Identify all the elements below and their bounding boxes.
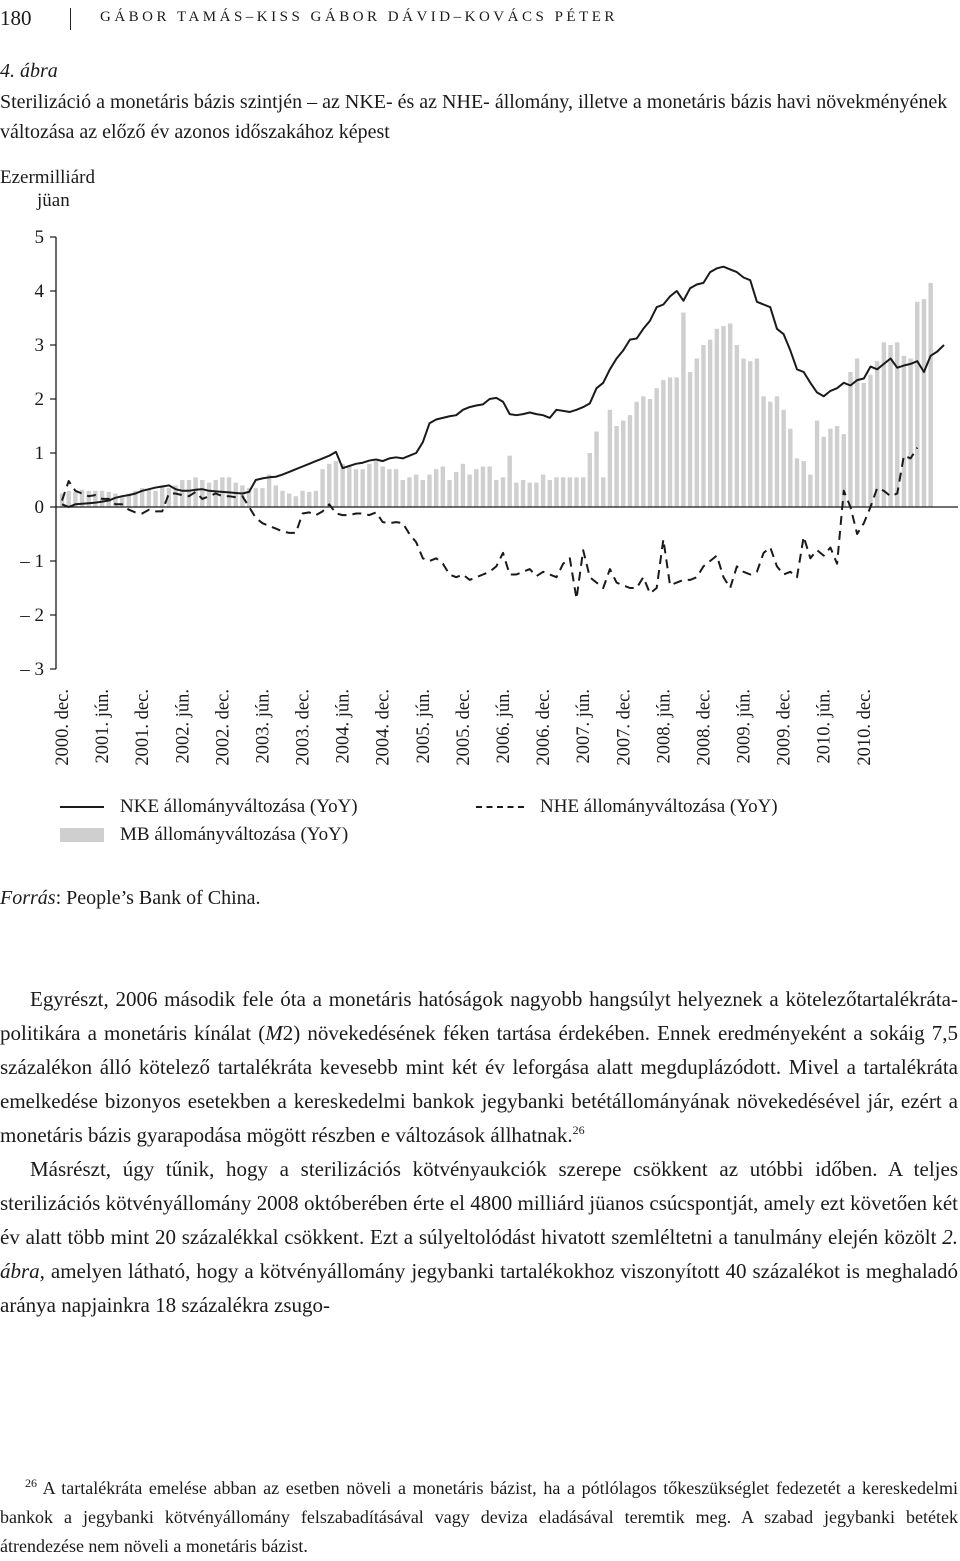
y-tick-label: 5	[34, 227, 44, 248]
y-tick-label: – 3	[20, 659, 44, 680]
legend-swatch-bar	[60, 828, 104, 842]
figure-label: 4. ábra	[0, 60, 58, 82]
mb-bar	[153, 491, 157, 507]
mb-bar	[661, 380, 665, 507]
mb-bar	[521, 480, 525, 507]
legend-label-mb: MB állományváltozása (YoY)	[120, 824, 349, 845]
mb-bar	[234, 483, 238, 507]
mb-bar	[200, 480, 204, 507]
y-axis-unit-line2: jüan	[37, 190, 70, 211]
footnote-mark: 26	[25, 1476, 37, 1490]
mb-bar	[715, 329, 719, 507]
x-tick-label: 2003. dec.	[293, 689, 314, 766]
x-tick-label: 2000. dec.	[53, 689, 73, 766]
mb-bar	[875, 361, 879, 507]
mb-bar	[775, 396, 779, 507]
source-text: : People’s Bank of China.	[55, 887, 261, 909]
mb-bar	[628, 415, 632, 507]
y-tick-label: 1	[34, 443, 44, 464]
mb-bar	[548, 480, 552, 507]
mb-bar	[507, 456, 511, 507]
mb-bar	[394, 469, 398, 507]
x-tick-label: 2006. dec.	[534, 689, 555, 766]
mb-bar	[267, 475, 271, 507]
mb-bar	[434, 469, 438, 507]
x-tick-label: 2003. jún.	[253, 689, 274, 764]
mb-bar	[160, 485, 164, 507]
mb-bar	[795, 458, 799, 507]
paragraph-1-text-b: 2) növekedésének féken tartása érdekében. Ennek eredményeként a sokáig 7,5 százalékon álló kötelező tartalékráta kevesebb mint két év leforgása alatt megduplázódott. Mivel a tartalékráta emelkedése bizonyos esetekben a kereskedelmi bankok jegybanki betétállományának növekedésével jár, ezért a monetáris bázis gyarapodása mögött részben e változások állhatnak.	[0, 1021, 959, 1147]
paragraph-2-figure-ref: 2. ábra,	[0, 1225, 958, 1283]
mb-bar	[93, 491, 97, 507]
mb-bar	[822, 437, 826, 507]
mb-bar	[561, 477, 565, 507]
mb-bar	[708, 340, 712, 507]
legend-item-mb	[60, 824, 348, 846]
paragraph-2	[0, 1152, 958, 1322]
mb-bar	[915, 302, 919, 507]
y-tick-label: 0	[34, 497, 44, 518]
mb-bar	[254, 488, 258, 507]
mb-bar	[300, 491, 304, 507]
mb-bar	[474, 469, 478, 507]
mb-bar	[66, 491, 70, 507]
page-number: 180	[0, 6, 32, 30]
mb-bar	[828, 429, 832, 507]
mb-bar	[360, 469, 364, 507]
mb-bar	[681, 313, 685, 507]
mb-bar	[695, 359, 699, 508]
legend-item-nhe	[476, 796, 778, 818]
x-tick-label: 2001. jún.	[93, 689, 114, 764]
mb-bar	[320, 469, 324, 507]
mb-bar	[588, 453, 592, 507]
paragraph-1	[0, 982, 958, 1152]
x-tick-label: 2007. dec.	[614, 689, 635, 766]
mb-bar	[327, 464, 331, 507]
mb-bar	[314, 491, 318, 507]
mb-bar	[147, 490, 151, 507]
figure-source	[0, 887, 261, 910]
mb-bar	[494, 480, 498, 507]
mb-bar	[654, 388, 658, 507]
mb-bar	[514, 483, 518, 507]
mb-bar	[407, 477, 411, 507]
mb-bar	[287, 494, 291, 508]
y-tick-label: – 2	[20, 605, 44, 626]
mb-bar	[755, 359, 759, 508]
x-tick-label: 2008. dec.	[694, 689, 715, 766]
x-tick-label: 2002. jún.	[173, 689, 194, 764]
mb-bar	[668, 377, 672, 507]
mb-bar	[815, 421, 819, 507]
y-tick-label: 2	[34, 389, 44, 410]
running-header-authors: GÁBOR TAMÁS–KISS GÁBOR DÁVID–KOVÁCS PÉTER	[100, 9, 618, 25]
mb-bar	[554, 477, 558, 507]
mb-bar	[487, 467, 491, 508]
x-tick-label: 2006. jún.	[494, 689, 514, 764]
mb-bar	[594, 431, 598, 507]
mb-bar	[87, 491, 91, 507]
mb-bar	[761, 396, 765, 507]
y-tick-label: 4	[34, 281, 44, 302]
x-tick-label: 2007. jún.	[574, 689, 595, 764]
mb-bar	[614, 426, 618, 507]
mb-bar	[788, 429, 792, 507]
x-tick-label: 2010. dec.	[854, 689, 875, 766]
y-tick-label: – 1	[20, 551, 44, 572]
mb-bar	[568, 477, 572, 507]
x-tick-label: 2009. dec.	[774, 689, 795, 766]
mb-bar	[634, 402, 638, 507]
mb-bar	[608, 410, 612, 507]
mb-bar	[601, 477, 605, 507]
x-tick-label: 2009. jún.	[734, 689, 755, 764]
mb-bar	[501, 477, 505, 507]
mb-bar	[922, 299, 926, 507]
mb-bar	[675, 377, 679, 507]
y-axis-unit	[0, 166, 95, 212]
mb-bar	[534, 483, 538, 507]
mb-bar	[481, 467, 485, 508]
legend-item-nke	[60, 796, 358, 818]
figure-title: Sterilizáció a monetáris bázis szintjén – az NKE- és az NHE- állomány, illetve a monetáris bázis havi növekményének változása az előző év azonos időszakához képest	[0, 91, 948, 143]
mb-bar	[260, 488, 264, 507]
mb-bar	[748, 361, 752, 507]
mb-bar	[541, 475, 545, 507]
mb-bar	[868, 375, 872, 507]
mb-bar	[294, 496, 298, 507]
footnote-text: A tartalékráta emelése abban az esetben növeli a monetáris bázist, ha a pótlólagos tőkeszükséglet fedezetét a kereskedelmi bankok a jegybanki kötvényállomány felszabadításával vagy deviza eladásával teremtik meg. A szabad jegybanki betétek átrendezése nem növeli a monetáris bázist.	[0, 1478, 958, 1556]
x-tick-label: 2004. dec.	[373, 689, 394, 766]
mb-bar	[414, 475, 418, 507]
legend-label-nke: NKE állományváltozása (YoY)	[120, 796, 358, 817]
mb-bar	[574, 477, 578, 507]
mb-bar	[741, 359, 745, 508]
mb-bar	[401, 480, 405, 507]
mb-bar	[581, 477, 585, 507]
mb-bar	[768, 402, 772, 507]
mb-bar	[928, 283, 932, 507]
mb-bar	[721, 326, 725, 507]
legend-swatch-solid	[60, 806, 104, 808]
x-tick-label: 2005. jún.	[413, 689, 434, 764]
mb-bar	[454, 472, 458, 507]
mb-bar	[882, 342, 886, 507]
line-bar-chart	[0, 225, 960, 785]
x-tick-label: 2010. jún.	[814, 689, 835, 764]
source-label: Forrás	[0, 887, 56, 909]
mb-bar	[381, 467, 385, 508]
mb-bar	[908, 359, 912, 508]
mb-bar	[461, 464, 465, 507]
chart-legend	[60, 796, 960, 856]
mb-bar	[427, 475, 431, 507]
mb-bar	[688, 372, 692, 507]
legend-swatch-dashed	[476, 806, 524, 808]
footnote-paragraph	[0, 1474, 958, 1561]
mb-bar	[862, 383, 866, 507]
footnote-ref-26: 26	[572, 1123, 585, 1137]
mb-bar	[374, 461, 378, 507]
mb-bar	[621, 421, 625, 507]
mb-bar	[902, 356, 906, 507]
paragraph-2-text-a: Másrészt, úgy tűnik, hogy a sterilizációs kötvényaukciók szerepe csökkent az utóbbi időben. A teljes sterilizációs kötvényállomány 2008 októberében érte el 4800 milliárd jüanos csúcspontját, amely ezt követően két év alatt több mint 20 százalékkal csökkent. Ezt a súlyeltolódást hivatott szemléltetni a tanulmány elején közölt	[0, 1157, 958, 1249]
mb-bar	[801, 461, 805, 507]
mb-bar	[781, 410, 785, 507]
x-tick-label: 2001. dec.	[133, 689, 154, 766]
paragraph-1-italic-m: M	[265, 1021, 283, 1045]
mb-bar	[808, 475, 812, 507]
mb-bar	[728, 323, 732, 507]
mb-bar	[648, 399, 652, 507]
mb-bar	[701, 345, 705, 507]
mb-bar	[180, 480, 184, 507]
mb-bar	[354, 469, 358, 507]
mb-bar	[735, 345, 739, 507]
body-text	[0, 982, 958, 1322]
mb-bar	[367, 464, 371, 507]
mb-bar	[447, 480, 451, 507]
mb-bar	[641, 396, 645, 507]
mb-bar	[848, 372, 852, 507]
paragraph-2-text-b: amelyen látható, hogy a kötvényállomány jegybanki tartalékokhoz viszonyított 40 százalékot is meghaladó aránya napjainkra 18 százalékra zsugo-	[0, 1259, 958, 1317]
mb-bar	[340, 464, 344, 507]
x-tick-label: 2005. dec.	[453, 689, 474, 766]
legend-label-nhe: NHE állományváltozása (YoY)	[540, 796, 778, 817]
mb-bar	[888, 345, 892, 507]
x-tick-label: 2004. jún.	[333, 689, 354, 764]
mb-bar	[280, 491, 284, 507]
header-divider	[70, 8, 71, 30]
mb-bar	[347, 467, 351, 508]
mb-bar	[441, 467, 445, 508]
mb-bar	[842, 434, 846, 507]
nke-series-line	[62, 267, 944, 507]
footnote-26	[0, 1474, 958, 1561]
y-axis-unit-line1: Ezermilliárd	[0, 167, 95, 188]
mb-bar	[528, 483, 532, 507]
mb-bar	[187, 480, 191, 507]
mb-bar	[207, 483, 211, 507]
y-tick-label: 3	[34, 335, 44, 356]
mb-bar	[467, 475, 471, 507]
mb-bar	[387, 469, 391, 507]
mb-bar	[421, 480, 425, 507]
running-header	[0, 6, 960, 36]
mb-bar	[274, 485, 278, 507]
mb-bar	[835, 426, 839, 507]
mb-bar	[307, 492, 311, 507]
mb-bar	[334, 461, 338, 507]
x-tick-label: 2002. dec.	[213, 689, 234, 766]
paragraph-1-text-a: Egyrészt, 2006 második fele óta a monetáris hatóságok nagyobb hangsúlyt helyeznek a kötelezőtartalékráta-politikára a monetáris kínálat (	[0, 987, 958, 1045]
x-tick-label: 2008. jún.	[654, 689, 675, 764]
